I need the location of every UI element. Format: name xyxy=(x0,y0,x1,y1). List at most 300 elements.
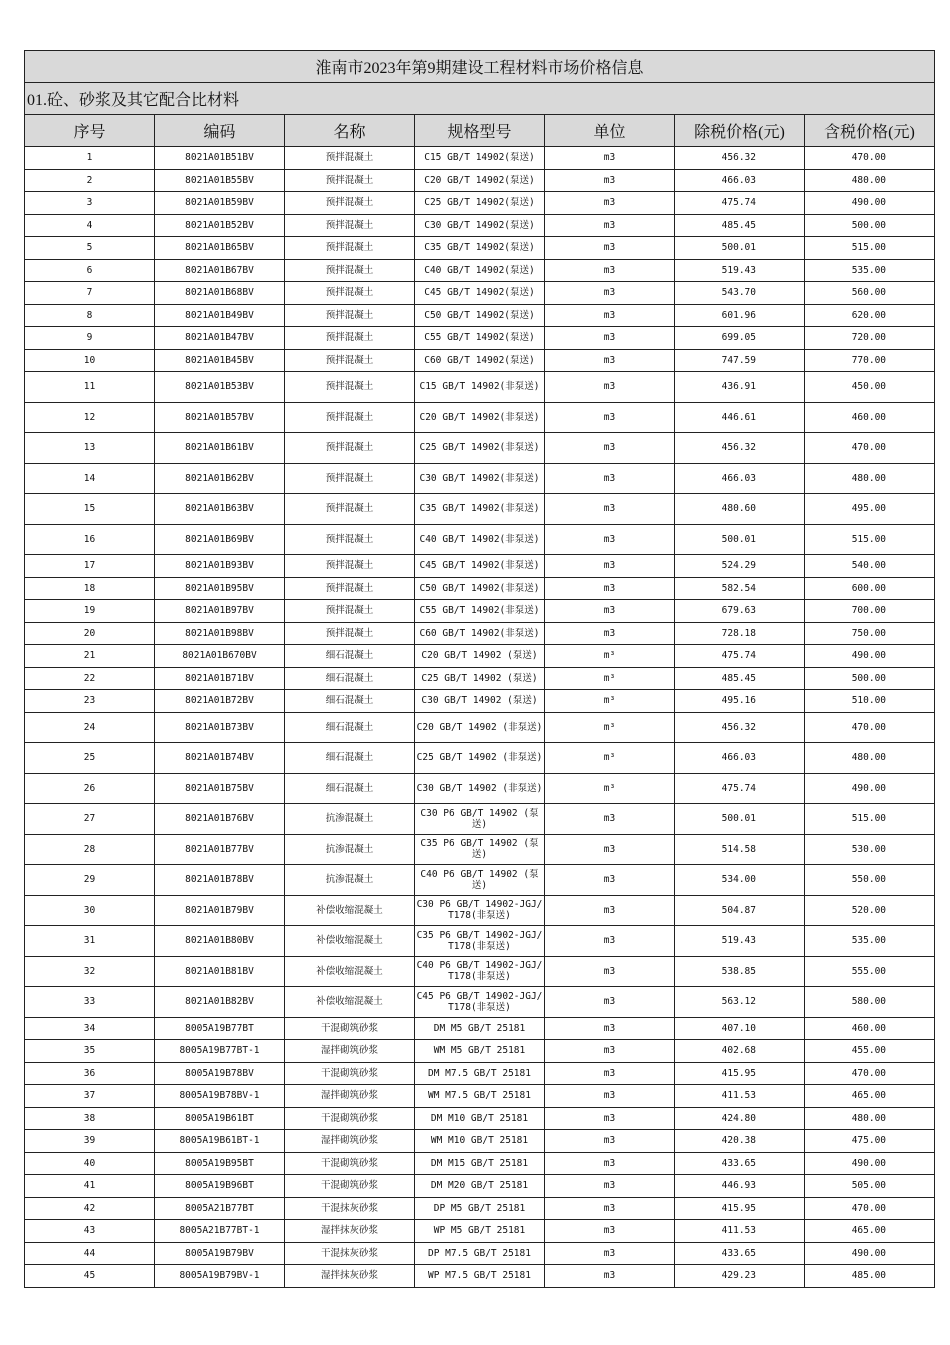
cell-spec: C40 GB/T 14902(非泵送) xyxy=(415,524,545,555)
cell-price-tax: 470.00 xyxy=(805,1062,935,1085)
cell-price-tax: 455.00 xyxy=(805,1040,935,1063)
cell-price-tax: 720.00 xyxy=(805,327,935,350)
cell-code: 8021A01B75BV xyxy=(155,773,285,804)
cell-spec: C20 GB/T 14902(泵送) xyxy=(415,169,545,192)
cell-price-tax: 550.00 xyxy=(805,865,935,896)
cell-code: 8021A01B78BV xyxy=(155,865,285,896)
cell-code: 8021A01B47BV xyxy=(155,327,285,350)
cell-name: 干混抹灰砂浆 xyxy=(285,1197,415,1220)
cell-unit: m3 xyxy=(545,402,675,433)
cell-unit: m3 xyxy=(545,147,675,170)
cell-spec: C20 GB/T 14902 (非泵送) xyxy=(415,712,545,743)
cell-no: 31 xyxy=(25,926,155,957)
cell-spec: WP M7.5 GB/T 25181 xyxy=(415,1265,545,1288)
cell-code: 8021A01B81BV xyxy=(155,956,285,987)
cell-price-tax: 470.00 xyxy=(805,147,935,170)
cell-unit: m3 xyxy=(545,1130,675,1153)
table-row xyxy=(25,372,935,403)
cell-unit: m3 xyxy=(545,1265,675,1288)
cell-price-tax: 460.00 xyxy=(805,1017,935,1040)
cell-price-tax: 540.00 xyxy=(805,555,935,578)
cell-code: 8021A01B76BV xyxy=(155,804,285,835)
cell-spec: DM M15 GB/T 25181 xyxy=(415,1152,545,1175)
cell-price-pretax: 411.53 xyxy=(675,1220,805,1243)
cell-code: 8005A19B61BT xyxy=(155,1107,285,1130)
cell-price-tax: 470.00 xyxy=(805,433,935,464)
cell-name: 细石混凝土 xyxy=(285,645,415,668)
cell-name: 干混砌筑砂浆 xyxy=(285,1107,415,1130)
table-row xyxy=(25,1220,935,1243)
cell-price-pretax: 420.38 xyxy=(675,1130,805,1153)
cell-name: 干混抹灰砂浆 xyxy=(285,1242,415,1265)
cell-spec: C40 GB/T 14902(泵送) xyxy=(415,259,545,282)
cell-name: 补偿收缩混凝土 xyxy=(285,895,415,926)
cell-price-tax: 470.00 xyxy=(805,712,935,743)
cell-price-pretax: 504.87 xyxy=(675,895,805,926)
cell-price-pretax: 436.91 xyxy=(675,372,805,403)
table-row xyxy=(25,926,935,957)
table-row xyxy=(25,1265,935,1288)
cell-unit: m³ xyxy=(545,743,675,774)
cell-price-pretax: 543.70 xyxy=(675,282,805,305)
cell-price-tax: 480.00 xyxy=(805,463,935,494)
cell-no: 5 xyxy=(25,237,155,260)
cell-no: 43 xyxy=(25,1220,155,1243)
cell-code: 8021A01B49BV xyxy=(155,304,285,327)
cell-spec: WM M7.5 GB/T 25181 xyxy=(415,1085,545,1108)
cell-unit: m3 xyxy=(545,494,675,525)
table-row xyxy=(25,895,935,926)
cell-no: 42 xyxy=(25,1197,155,1220)
table-row xyxy=(25,237,935,260)
cell-name: 干混砌筑砂浆 xyxy=(285,1152,415,1175)
cell-spec: C40 P6 GB/T 14902 (泵送) xyxy=(415,865,545,896)
cell-price-tax: 750.00 xyxy=(805,622,935,645)
cell-unit: m3 xyxy=(545,600,675,623)
table-row xyxy=(25,1017,935,1040)
cell-price-tax: 520.00 xyxy=(805,895,935,926)
table-row xyxy=(25,169,935,192)
cell-no: 21 xyxy=(25,645,155,668)
cell-price-pretax: 485.45 xyxy=(675,214,805,237)
cell-name: 湿拌砌筑砂浆 xyxy=(285,1130,415,1153)
cell-no: 22 xyxy=(25,667,155,690)
cell-no: 25 xyxy=(25,743,155,774)
header-row xyxy=(25,115,935,147)
cell-code: 8021A01B74BV xyxy=(155,743,285,774)
cell-price-pretax: 411.53 xyxy=(675,1085,805,1108)
cell-unit: m3 xyxy=(545,327,675,350)
cell-price-pretax: 500.01 xyxy=(675,524,805,555)
cell-no: 7 xyxy=(25,282,155,305)
table-row xyxy=(25,1085,935,1108)
cell-unit: m3 xyxy=(545,169,675,192)
cell-unit: m3 xyxy=(545,956,675,987)
cell-code: 8005A19B79BV xyxy=(155,1242,285,1265)
cell-price-pretax: 475.74 xyxy=(675,773,805,804)
cell-spec: C45 GB/T 14902(非泵送) xyxy=(415,555,545,578)
cell-price-tax: 475.00 xyxy=(805,1130,935,1153)
cell-no: 19 xyxy=(25,600,155,623)
cell-unit: m3 xyxy=(545,1040,675,1063)
cell-no: 9 xyxy=(25,327,155,350)
table-row xyxy=(25,147,935,170)
cell-price-pretax: 415.95 xyxy=(675,1062,805,1085)
cell-unit: m3 xyxy=(545,1017,675,1040)
cell-unit: m3 xyxy=(545,433,675,464)
cell-name: 预拌混凝土 xyxy=(285,372,415,403)
table-row xyxy=(25,622,935,645)
cell-unit: m3 xyxy=(545,1062,675,1085)
cell-price-pretax: 514.58 xyxy=(675,834,805,865)
cell-spec: DM M10 GB/T 25181 xyxy=(415,1107,545,1130)
cell-code: 8021A01B71BV xyxy=(155,667,285,690)
cell-code: 8021A01B65BV xyxy=(155,237,285,260)
cell-code: 8021A01B57BV xyxy=(155,402,285,433)
table-row xyxy=(25,1107,935,1130)
cell-price-tax: 510.00 xyxy=(805,690,935,713)
cell-unit: m3 xyxy=(545,214,675,237)
cell-no: 39 xyxy=(25,1130,155,1153)
cell-price-pretax: 407.10 xyxy=(675,1017,805,1040)
cell-code: 8005A19B95BT xyxy=(155,1152,285,1175)
cell-price-tax: 560.00 xyxy=(805,282,935,305)
cell-no: 26 xyxy=(25,773,155,804)
cell-name: 预拌混凝土 xyxy=(285,169,415,192)
cell-code: 8005A19B78BV-1 xyxy=(155,1085,285,1108)
cell-price-pretax: 456.32 xyxy=(675,433,805,464)
cell-spec: C60 GB/T 14902(泵送) xyxy=(415,349,545,372)
cell-spec: DM M5 GB/T 25181 xyxy=(415,1017,545,1040)
cell-spec: WP M5 GB/T 25181 xyxy=(415,1220,545,1243)
cell-price-pretax: 415.95 xyxy=(675,1197,805,1220)
cell-name: 预拌混凝土 xyxy=(285,577,415,600)
cell-name: 抗渗混凝土 xyxy=(285,804,415,835)
cell-price-pretax: 456.32 xyxy=(675,712,805,743)
cell-price-tax: 465.00 xyxy=(805,1085,935,1108)
table-row xyxy=(25,304,935,327)
cell-no: 17 xyxy=(25,555,155,578)
cell-no: 29 xyxy=(25,865,155,896)
table-row xyxy=(25,494,935,525)
cell-no: 40 xyxy=(25,1152,155,1175)
cell-name: 预拌混凝土 xyxy=(285,147,415,170)
cell-price-tax: 490.00 xyxy=(805,773,935,804)
cell-unit: m3 xyxy=(545,282,675,305)
cell-price-pretax: 429.23 xyxy=(675,1265,805,1288)
cell-no: 13 xyxy=(25,433,155,464)
table-row xyxy=(25,1152,935,1175)
cell-code: 8005A21B77BT-1 xyxy=(155,1220,285,1243)
cell-name: 预拌混凝土 xyxy=(285,402,415,433)
cell-price-pretax: 563.12 xyxy=(675,987,805,1018)
cell-unit: m3 xyxy=(545,463,675,494)
cell-code: 8021A01B93BV xyxy=(155,555,285,578)
cell-no: 45 xyxy=(25,1265,155,1288)
cell-no: 28 xyxy=(25,834,155,865)
cell-price-tax: 505.00 xyxy=(805,1175,935,1198)
table-row xyxy=(25,645,935,668)
cell-name: 干混砌筑砂浆 xyxy=(285,1017,415,1040)
cell-no: 1 xyxy=(25,147,155,170)
table-row xyxy=(25,524,935,555)
cell-unit: m3 xyxy=(545,259,675,282)
cell-price-pretax: 446.93 xyxy=(675,1175,805,1198)
table-row xyxy=(25,743,935,774)
cell-name: 预拌混凝土 xyxy=(285,600,415,623)
sheet-title: 淮南市2023年第9期建设工程材料市场价格信息 xyxy=(25,51,935,83)
header-unit: 单位 xyxy=(545,115,675,147)
cell-name: 湿拌砌筑砂浆 xyxy=(285,1040,415,1063)
cell-spec: C45 P6 GB/T 14902-JGJ/T178(非泵送) xyxy=(415,987,545,1018)
cell-unit: m³ xyxy=(545,667,675,690)
cell-unit: m3 xyxy=(545,622,675,645)
cell-no: 27 xyxy=(25,804,155,835)
cell-price-pretax: 480.60 xyxy=(675,494,805,525)
cell-price-tax: 535.00 xyxy=(805,926,935,957)
price-table xyxy=(24,50,935,1288)
cell-name: 抗渗混凝土 xyxy=(285,865,415,896)
cell-price-tax: 515.00 xyxy=(805,804,935,835)
cell-no: 12 xyxy=(25,402,155,433)
cell-price-tax: 515.00 xyxy=(805,524,935,555)
cell-no: 23 xyxy=(25,690,155,713)
cell-name: 干混砌筑砂浆 xyxy=(285,1062,415,1085)
cell-code: 8021A01B63BV xyxy=(155,494,285,525)
section-title: 01.砼、砂浆及其它配合比材料 xyxy=(25,83,935,115)
cell-price-pretax: 424.80 xyxy=(675,1107,805,1130)
cell-code: 8005A19B96BT xyxy=(155,1175,285,1198)
cell-unit: m3 xyxy=(545,555,675,578)
cell-name: 补偿收缩混凝土 xyxy=(285,956,415,987)
cell-name: 湿拌砌筑砂浆 xyxy=(285,1085,415,1108)
cell-name: 预拌混凝土 xyxy=(285,433,415,464)
cell-code: 8005A19B77BT-1 xyxy=(155,1040,285,1063)
cell-price-pretax: 728.18 xyxy=(675,622,805,645)
cell-name: 预拌混凝土 xyxy=(285,327,415,350)
cell-no: 20 xyxy=(25,622,155,645)
cell-no: 38 xyxy=(25,1107,155,1130)
cell-spec: WM M10 GB/T 25181 xyxy=(415,1130,545,1153)
cell-spec: C25 GB/T 14902 (泵送) xyxy=(415,667,545,690)
cell-name: 抗渗混凝土 xyxy=(285,834,415,865)
cell-name: 预拌混凝土 xyxy=(285,494,415,525)
cell-code: 8021A01B97BV xyxy=(155,600,285,623)
cell-price-pretax: 679.63 xyxy=(675,600,805,623)
cell-spec: C35 GB/T 14902(非泵送) xyxy=(415,494,545,525)
cell-spec: C30 GB/T 14902 (非泵送) xyxy=(415,773,545,804)
cell-unit: m³ xyxy=(545,712,675,743)
cell-code: 8021A01B62BV xyxy=(155,463,285,494)
cell-spec: C50 GB/T 14902(泵送) xyxy=(415,304,545,327)
cell-spec: C45 GB/T 14902(泵送) xyxy=(415,282,545,305)
cell-price-tax: 480.00 xyxy=(805,1107,935,1130)
cell-no: 33 xyxy=(25,987,155,1018)
table-row xyxy=(25,667,935,690)
cell-unit: m3 xyxy=(545,895,675,926)
header-price-pretax: 除税价格(元) xyxy=(675,115,805,147)
cell-price-pretax: 500.01 xyxy=(675,237,805,260)
table-row xyxy=(25,1130,935,1153)
cell-price-tax: 620.00 xyxy=(805,304,935,327)
cell-name: 预拌混凝土 xyxy=(285,259,415,282)
cell-unit: m3 xyxy=(545,1085,675,1108)
cell-code: 8021A01B59BV xyxy=(155,192,285,215)
cell-name: 细石混凝土 xyxy=(285,667,415,690)
cell-code: 8005A19B77BT xyxy=(155,1017,285,1040)
cell-no: 11 xyxy=(25,372,155,403)
cell-price-tax: 490.00 xyxy=(805,1152,935,1175)
cell-price-tax: 700.00 xyxy=(805,600,935,623)
cell-unit: m3 xyxy=(545,372,675,403)
table-row xyxy=(25,865,935,896)
cell-spec: C35 P6 GB/T 14902-JGJ/T178(非泵送) xyxy=(415,926,545,957)
table-body xyxy=(25,147,935,1288)
cell-no: 2 xyxy=(25,169,155,192)
cell-unit: m3 xyxy=(545,1242,675,1265)
cell-name: 预拌混凝土 xyxy=(285,192,415,215)
table-row xyxy=(25,712,935,743)
cell-price-tax: 770.00 xyxy=(805,349,935,372)
cell-name: 细石混凝土 xyxy=(285,690,415,713)
cell-no: 15 xyxy=(25,494,155,525)
table-row xyxy=(25,1040,935,1063)
cell-code: 8021A01B55BV xyxy=(155,169,285,192)
cell-code: 8021A01B670BV xyxy=(155,645,285,668)
table-row xyxy=(25,690,935,713)
cell-no: 35 xyxy=(25,1040,155,1063)
cell-spec: C20 GB/T 14902 (泵送) xyxy=(415,645,545,668)
cell-unit: m3 xyxy=(545,1107,675,1130)
cell-code: 8021A01B80BV xyxy=(155,926,285,957)
cell-spec: C55 GB/T 14902(泵送) xyxy=(415,327,545,350)
cell-price-tax: 530.00 xyxy=(805,834,935,865)
cell-name: 预拌混凝土 xyxy=(285,282,415,305)
cell-no: 3 xyxy=(25,192,155,215)
table-row xyxy=(25,192,935,215)
cell-price-pretax: 500.01 xyxy=(675,804,805,835)
cell-name: 干混砌筑砂浆 xyxy=(285,1175,415,1198)
cell-spec: DM M20 GB/T 25181 xyxy=(415,1175,545,1198)
cell-code: 8021A01B73BV xyxy=(155,712,285,743)
header-code: 编码 xyxy=(155,115,285,147)
cell-spec: C15 GB/T 14902(非泵送) xyxy=(415,372,545,403)
cell-no: 14 xyxy=(25,463,155,494)
cell-spec: C30 GB/T 14902 (泵送) xyxy=(415,690,545,713)
cell-price-tax: 500.00 xyxy=(805,667,935,690)
cell-price-tax: 600.00 xyxy=(805,577,935,600)
header-name: 名称 xyxy=(285,115,415,147)
cell-code: 8021A01B72BV xyxy=(155,690,285,713)
cell-price-tax: 470.00 xyxy=(805,1197,935,1220)
cell-no: 6 xyxy=(25,259,155,282)
cell-price-pretax: 519.43 xyxy=(675,259,805,282)
cell-unit: m3 xyxy=(545,1197,675,1220)
table-row xyxy=(25,1175,935,1198)
cell-price-pretax: 524.29 xyxy=(675,555,805,578)
table-row xyxy=(25,402,935,433)
cell-unit: m3 xyxy=(545,1152,675,1175)
table-row xyxy=(25,1197,935,1220)
cell-unit: m3 xyxy=(545,349,675,372)
cell-name: 预拌混凝土 xyxy=(285,622,415,645)
cell-name: 预拌混凝土 xyxy=(285,555,415,578)
cell-price-pretax: 433.65 xyxy=(675,1242,805,1265)
cell-price-tax: 480.00 xyxy=(805,169,935,192)
cell-price-tax: 490.00 xyxy=(805,192,935,215)
cell-spec: C55 GB/T 14902(非泵送) xyxy=(415,600,545,623)
cell-name: 预拌混凝土 xyxy=(285,349,415,372)
cell-no: 36 xyxy=(25,1062,155,1085)
cell-spec: C20 GB/T 14902(非泵送) xyxy=(415,402,545,433)
cell-unit: m3 xyxy=(545,804,675,835)
table-row xyxy=(25,804,935,835)
cell-unit: m3 xyxy=(545,577,675,600)
cell-code: 8005A19B61BT-1 xyxy=(155,1130,285,1153)
cell-price-pretax: 534.00 xyxy=(675,865,805,896)
cell-unit: m3 xyxy=(545,865,675,896)
cell-price-pretax: 485.45 xyxy=(675,667,805,690)
table-row xyxy=(25,327,935,350)
cell-spec: C50 GB/T 14902(非泵送) xyxy=(415,577,545,600)
cell-name: 预拌混凝土 xyxy=(285,237,415,260)
cell-price-pretax: 747.59 xyxy=(675,349,805,372)
cell-price-tax: 460.00 xyxy=(805,402,935,433)
table-row xyxy=(25,987,935,1018)
cell-price-pretax: 433.65 xyxy=(675,1152,805,1175)
table-row xyxy=(25,282,935,305)
cell-price-tax: 490.00 xyxy=(805,645,935,668)
header-spec: 规格型号 xyxy=(415,115,545,147)
cell-code: 8005A19B79BV-1 xyxy=(155,1265,285,1288)
cell-price-pretax: 475.74 xyxy=(675,645,805,668)
cell-spec: C30 GB/T 14902(非泵送) xyxy=(415,463,545,494)
cell-unit: m3 xyxy=(545,926,675,957)
cell-no: 37 xyxy=(25,1085,155,1108)
cell-code: 8005A21B77BT xyxy=(155,1197,285,1220)
cell-price-pretax: 402.68 xyxy=(675,1040,805,1063)
cell-no: 44 xyxy=(25,1242,155,1265)
table-row xyxy=(25,214,935,237)
cell-name: 湿拌抹灰砂浆 xyxy=(285,1265,415,1288)
cell-code: 8021A01B51BV xyxy=(155,147,285,170)
cell-code: 8021A01B69BV xyxy=(155,524,285,555)
cell-spec: DM M7.5 GB/T 25181 xyxy=(415,1062,545,1085)
cell-price-pretax: 466.03 xyxy=(675,743,805,774)
cell-price-pretax: 519.43 xyxy=(675,926,805,957)
cell-spec: C25 GB/T 14902(非泵送) xyxy=(415,433,545,464)
cell-price-tax: 555.00 xyxy=(805,956,935,987)
cell-no: 34 xyxy=(25,1017,155,1040)
cell-code: 8021A01B45BV xyxy=(155,349,285,372)
table-row xyxy=(25,1242,935,1265)
cell-no: 30 xyxy=(25,895,155,926)
cell-unit: m3 xyxy=(545,1220,675,1243)
cell-spec: C35 GB/T 14902(泵送) xyxy=(415,237,545,260)
header-no: 序号 xyxy=(25,115,155,147)
cell-spec: WM M5 GB/T 25181 xyxy=(415,1040,545,1063)
cell-price-pretax: 601.96 xyxy=(675,304,805,327)
table-row xyxy=(25,956,935,987)
cell-code: 8021A01B68BV xyxy=(155,282,285,305)
cell-name: 预拌混凝土 xyxy=(285,304,415,327)
cell-name: 补偿收缩混凝土 xyxy=(285,987,415,1018)
table-row xyxy=(25,433,935,464)
cell-code: 8021A01B52BV xyxy=(155,214,285,237)
table-row xyxy=(25,577,935,600)
cell-no: 41 xyxy=(25,1175,155,1198)
cell-spec: C35 P6 GB/T 14902 (泵送) xyxy=(415,834,545,865)
